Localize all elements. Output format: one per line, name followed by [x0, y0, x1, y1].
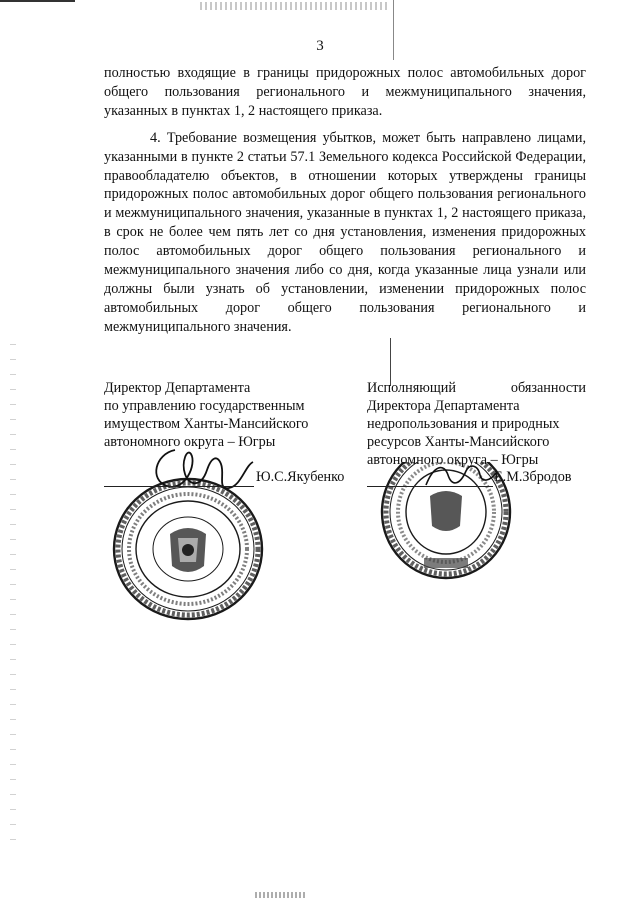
signatory-name-left: Ю.С.Якубенко [256, 469, 345, 485]
signatory-title-line: Директора Департамента [367, 398, 520, 414]
scan-artifact-top [200, 2, 390, 10]
signature-line-left [104, 486, 254, 487]
signatory-title-line: автономного округа – Югры [367, 452, 539, 468]
paragraph-continuation: полностью входящие в границы придорожных полос автомобильных дорог общего пользования регионального и межмуниципального значения, указанных в пунктах 1, 2 настоящего приказа. [104, 65, 586, 119]
scan-artifact-bottom [255, 892, 305, 898]
signatory-title-line [367, 379, 586, 397]
signatory-title-line: автономного округа – Югры [104, 434, 276, 450]
handwritten-signature-left [145, 440, 265, 500]
document-body [104, 64, 586, 345]
signatory-title-word: Исполняющий [367, 380, 456, 396]
signatory-title-line: имуществом Ханты-Мансийского [104, 416, 309, 432]
page-number: 3 [316, 38, 324, 54]
signatory-name-right: Е.М.Збродов [494, 469, 572, 485]
signatory-title-word: обязанности [510, 380, 586, 396]
signature-line-right [367, 486, 493, 487]
paragraph-item-4: 4. Требование возмещения убытков, может быть направлено лицами, указанными в пункте 2 статьи 57.1 Земельного кодекса Российской Федерации, правообладателю объектов, в отношении которых утверждены границы придорожных полос автомобильных дорог общего пользования регионального и межмуниципального значения, указанные в пунктах 1, 2 настоящего приказа, в срок не более чем пять лет со дня установления, изменения придорожных полос автомобильных дорог общего пользования регионального и межмуниципального значения либо со дня, когда указанные лица узнали или должны были узнать об установлении, изменении придорожных полос автомобильных дорог общего пользования регионального и межмуниципального значения. [104, 129, 586, 335]
signatory-title-line: недропользования и природных [367, 416, 560, 432]
scan-artifact-top-left [0, 0, 75, 2]
handwritten-signature-right [420, 455, 500, 495]
signatory-title-line: ресурсов Ханты-Мансийского [367, 434, 550, 450]
scan-artifact-left-margin [10, 330, 16, 850]
signatory-title-line: Директор Департамента [104, 380, 251, 396]
signatory-title-line: по управлению государственным [104, 398, 305, 414]
